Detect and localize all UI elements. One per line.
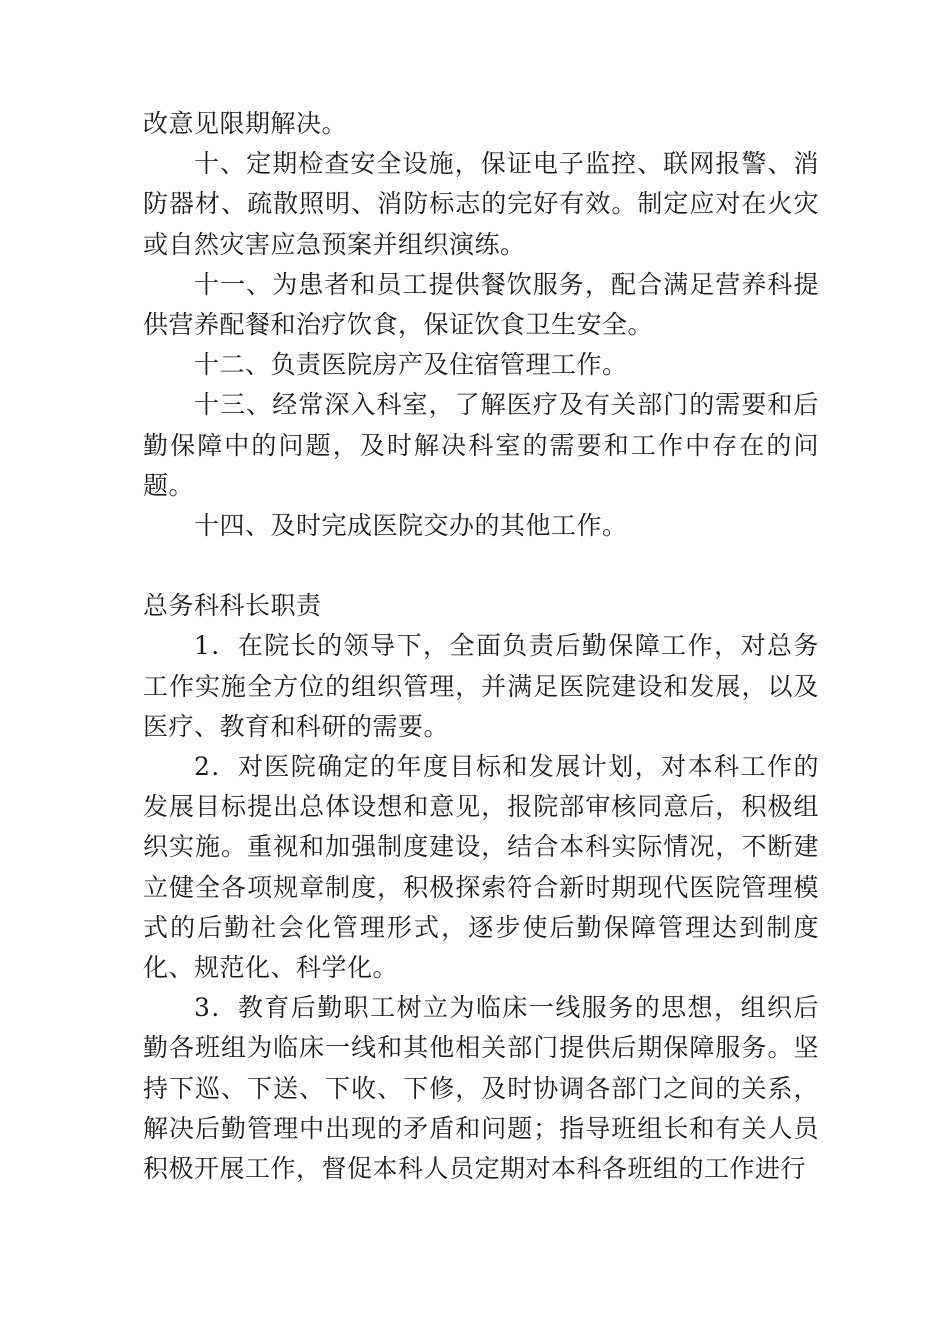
paragraph-item-13: 十三、经常深入科室，了解医疗及有关部门的需要和后勤保障中的问题，及时解决科室的需要和工作中存在的问题。 [143, 390, 819, 500]
paragraph-item-10: 十、定期检查安全设施，保证电子监控、联网报警、消防器材、疏散照明、消防标志的完好有效。制定应对在火灾或自然灾害应急预案并组织演练。 [143, 149, 819, 259]
paragraph-item-11: 十一、为患者和员工提供餐饮服务，配合满足营养科提供营养配餐和治疗饮食，保证饮食卫生安全。 [143, 269, 819, 340]
document-body [143, 104, 819, 1189]
section-title: 总务科科长职责 [143, 591, 322, 621]
paragraph-item-14: 十四、及时完成医院交办的其他工作。 [194, 511, 628, 541]
duty-item-2: 2．对医院确定的年度目标和发展计划，对本科工作的发展目标提出总体设想和意见，报院部审核同意后，积极组织实施。重视和加强制度建设，结合本科实际情况，不断建立健全各项规章制度，积极探索符合新时期现代医院管理模式的后勤社会化管理形式，逐步使后勤保障管理达到制度化、规范化、科学化。 [143, 752, 819, 983]
duty-item-3: 3．教育后勤职工树立为临床一线服务的思想，组织后勤各班组为临床一线和其他相关部门提供后期保障服务。坚持下巡、下送、下收、下修，及时协调各部门之间的关系，解决后勤管理中出现的矛盾和问题；指导班组长和有关人员积极开展工作，督促本科人员定期对本科各班组的工作进行 [143, 993, 819, 1184]
duty-item-1: 1．在院长的领导下，全面负责后勤保障工作，对总务工作实施全方位的组织管理，并满足医院建设和发展，以及医疗、教育和科研的需要。 [143, 631, 819, 741]
paragraph-item-12: 十二、负责医院房产及住宿管理工作。 [194, 350, 628, 380]
paragraph-continuation: 改意见限期解决。 [143, 109, 348, 138]
